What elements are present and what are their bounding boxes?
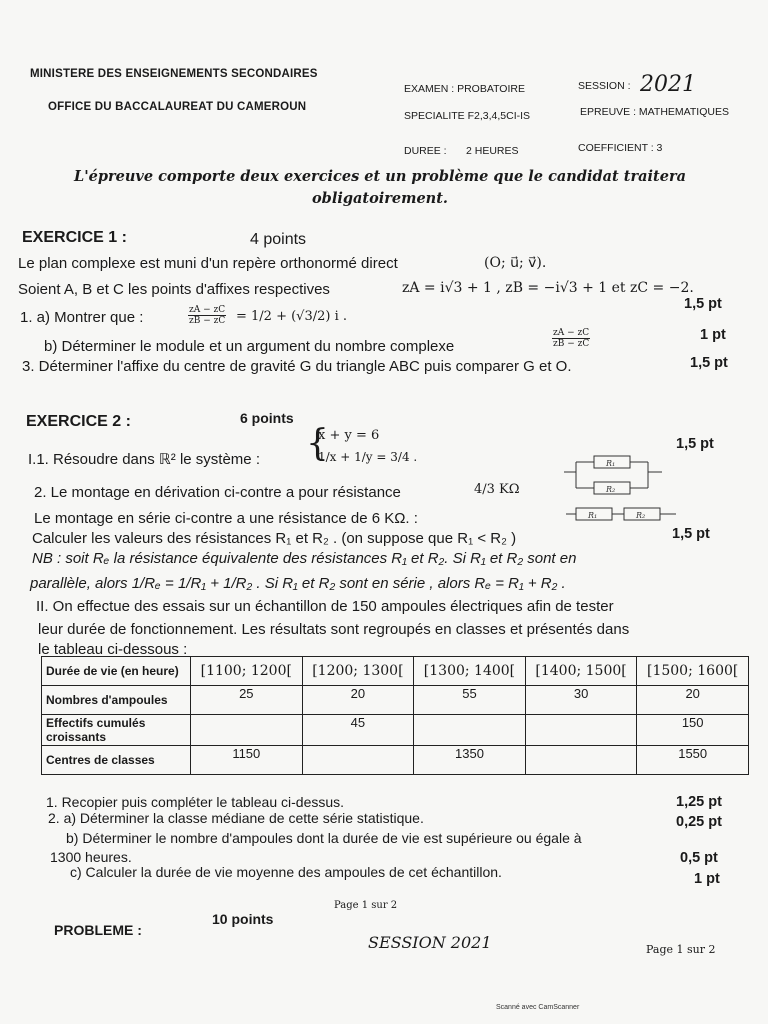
part-ii-line-1: II. On effectue des essais sur un échantillon de 150 ampoules électriques afin de tester — [36, 598, 614, 615]
q2b-points: 0,5 pt — [680, 850, 718, 866]
table-row-counts — [42, 686, 749, 715]
fraction-denominator: zB − zC — [189, 316, 226, 326]
exercise-2-title: EXERCICE 2 : — [26, 413, 131, 430]
part-ii-line-3: le tableau ci-dessous : — [38, 641, 188, 658]
q1b-fraction — [552, 328, 590, 349]
ex1-line-1: Le plan complexe est muni d'un repère orthonormé direct — [18, 255, 398, 272]
system-eq-1: x + y = 6 — [318, 428, 380, 443]
table-cell: 45 — [302, 715, 414, 746]
nb-line-1: NB : soit Rₑ la résistance équivalente des résistances R₁ et R₂. Si R₁ et R₂ sont en — [32, 550, 577, 567]
row-header: Centres de classes — [42, 746, 191, 775]
q1a-text: 1. a) Montrer que : — [20, 309, 144, 326]
q2a-text: 2. a) Déterminer la classe médiane de cette série statistique. — [48, 810, 424, 826]
table-cell: 1350 — [414, 746, 526, 775]
table-cell: 30 — [525, 686, 637, 715]
probleme-points: 10 points — [212, 911, 274, 927]
q2b-text: b) Déterminer le nombre d'ampoules dont la durée de vie est supérieure ou égale à — [66, 830, 582, 846]
q1a-points: 1,5 pt — [684, 296, 722, 312]
nb-line-2: parallèle, alors 1/Rₑ = 1/R₁ + 1/R₂ . Si R₁ et R₂ sont en série , alors Rₑ = R₁ + R₂ . — [30, 575, 566, 592]
session-label: SESSION : — [578, 80, 631, 92]
duration-label: DUREE : — [404, 145, 447, 157]
table-cell: [1100; 1200[ — [191, 657, 303, 686]
fraction-numerator: zA − zC — [553, 328, 590, 338]
row-header: Nombres d'ampoules — [42, 686, 191, 715]
table-row-classes — [42, 657, 749, 686]
intro-line-2: obligatoirement. — [312, 190, 448, 207]
q2c-text: c) Calculer la durée de vie moyenne des ampoules de cet échantillon. — [70, 864, 502, 880]
q1-text: 1. Recopier puis compléter le tableau ci-dessus. — [46, 794, 345, 810]
i2-value: 4/3 KΩ — [474, 482, 520, 497]
table-cell: 150 — [637, 715, 749, 746]
q3-text: 3. Déterminer l'affixe du centre de gravité G du triangle ABC puis comparer G et O. — [22, 358, 572, 375]
probleme-title: PROBLEME : — [54, 922, 142, 938]
session-value: 2021 — [640, 72, 696, 97]
subject: EPREUVE : MATHEMATIQUES — [580, 106, 729, 118]
ministry-title: MINISTERE DES ENSEIGNEMENTS SECONDAIRES — [30, 68, 318, 80]
series-circuit-diagram — [566, 504, 716, 524]
table-cell — [191, 715, 303, 746]
page-number-right: Page 1 sur 2 — [646, 943, 716, 956]
i2-points: 1,5 pt — [672, 526, 710, 542]
circuit-label-r2: R₂ — [636, 511, 646, 520]
ex1-line-2: Soient A, B et C les points d'affixes respectives — [18, 281, 330, 298]
q3-points: 1,5 pt — [690, 355, 728, 371]
i2c-text: Calculer les valeurs des résistances R₁ et R₂ . (on suppose que R₁ < R₂ ) — [32, 530, 517, 547]
table-cell: 20 — [637, 686, 749, 715]
q2c-points: 1 pt — [694, 871, 720, 887]
table-row-centers — [42, 746, 749, 775]
table-cell: [1400; 1500[ — [525, 657, 637, 686]
ex1-line-2-math: zA = i√3 + 1 , zB = −i√3 + 1 et zC = −2. — [402, 280, 694, 296]
row-header: Effectifs cumulés croissants — [42, 715, 191, 746]
coefficient: COEFFICIENT : 3 — [578, 142, 663, 154]
q1b-text: b) Déterminer le module et un argument du nombre complexe — [44, 338, 455, 355]
exam-type: EXAMEN : PROBATOIRE — [404, 83, 525, 95]
speciality: SPECIALITE F2,3,4,5CI-IS — [404, 110, 531, 122]
q1a-rhs: = 1/2 + (√3/2) i . — [236, 309, 348, 324]
ex1-line-1-math: (O; u⃗; v⃗). — [484, 255, 547, 271]
fraction-numerator: zA − zC — [189, 305, 226, 315]
intro-line-1: L'épreuve comporte deux exercices et un problème que le candidat traitera — [74, 168, 686, 185]
table-cell: 1150 — [191, 746, 303, 775]
handwritten-session: SESSION 2021 — [368, 933, 492, 952]
row-header: Durée de vie (en heure) — [42, 657, 191, 686]
exercise-2-points: 6 points — [240, 410, 294, 426]
table-cell — [414, 715, 526, 746]
q2b-text-2: 1300 heures. — [50, 849, 132, 865]
system-brace: { — [306, 423, 329, 464]
scanner-watermark: Scanné avec CamScanner — [496, 1004, 580, 1011]
q1a-fraction — [188, 305, 226, 326]
exercise-1-title: EXERCICE 1 : — [22, 229, 127, 246]
table-cell: 20 — [302, 686, 414, 715]
duration-value: 2 HEURES — [466, 145, 519, 157]
table-cell: [1500; 1600[ — [637, 657, 749, 686]
table-row-cumulative — [42, 715, 749, 746]
table-cell: [1300; 1400[ — [414, 657, 526, 686]
circuit-label-r2: R₂ — [606, 485, 616, 494]
office-title: OFFICE DU BACCALAUREAT DU CAMEROUN — [48, 101, 307, 113]
exercise-1-points: 4 points — [250, 231, 307, 248]
table-cell — [525, 746, 637, 775]
parallel-circuit-diagram — [564, 452, 662, 498]
table-cell — [302, 746, 414, 775]
page-number-center: Page 1 sur 2 — [334, 900, 398, 911]
table-cell: [1200; 1300[ — [302, 657, 414, 686]
i1-points: 1,5 pt — [676, 436, 714, 452]
part-ii-line-2: leur durée de fonctionnement. Les résultats sont regroupés en classes et présentés dans — [38, 621, 630, 638]
circuit-label-r1: R₁ — [606, 459, 616, 468]
q2a-points: 0,25 pt — [676, 814, 722, 830]
statistics-table — [41, 656, 749, 775]
circuit-label-r1: R₁ — [588, 511, 598, 520]
q1b-points: 1 pt — [700, 327, 726, 343]
table-cell: 55 — [414, 686, 526, 715]
i2b-text: Le montage en série ci-contre a une résistance de 6 KΩ. : — [34, 510, 418, 527]
table-cell — [525, 715, 637, 746]
system-eq-2: 1/x + 1/y = 3/4 . — [318, 450, 418, 464]
i1-text: I.1. Résoudre dans ℝ² le système : — [28, 451, 260, 468]
table-cell: 1550 — [637, 746, 749, 775]
q1-points: 1,25 pt — [676, 794, 722, 810]
fraction-denominator: zB − zC — [553, 339, 590, 349]
table-cell: 25 — [191, 686, 303, 715]
i2-text: 2. Le montage en dérivation ci-contre a pour résistance — [34, 484, 401, 501]
